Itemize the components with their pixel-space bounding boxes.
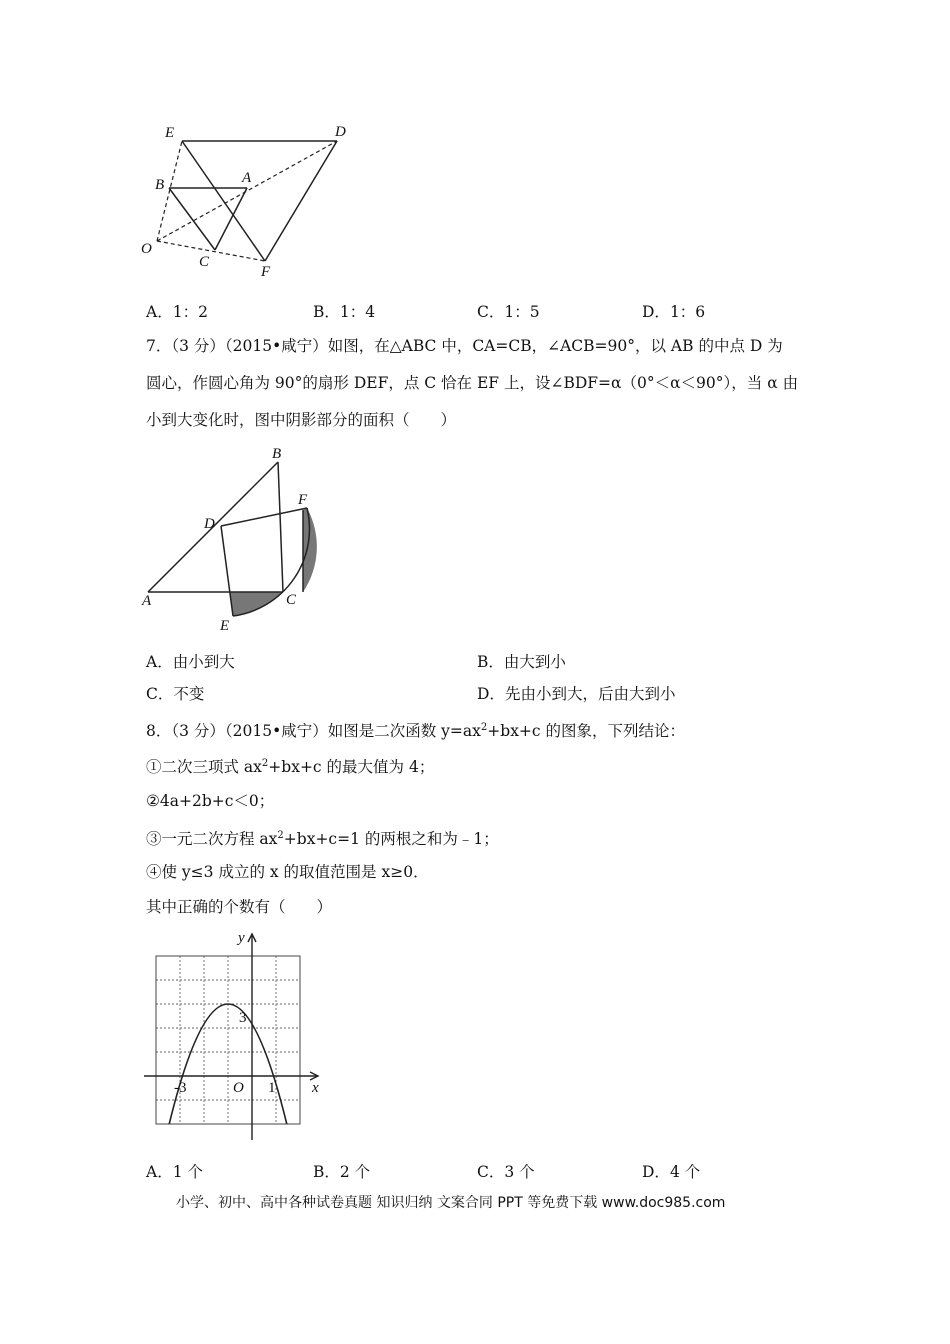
tick-label-3: 3 [239,1010,247,1026]
segment-BC [278,462,283,592]
segment-EF [182,141,265,261]
q7-text-line1: 7．（3 分）（2015•咸宁）如图，在△ABC 中，CA=CB，∠ACB=90°，以 AB 的中点 D 为 [146,337,783,355]
q8-graph [140,926,330,1146]
label-E: E [165,125,175,141]
q8-option-d: D．4 个 [642,1163,701,1181]
x-axis-label: x [312,1080,319,1096]
q8-text-line1: 8．（3 分）（2015•咸宁）如图是二次函数 $y=ax^2+bx+c$ 的图象，下列结论： [146,722,686,741]
origin-label: O [233,1080,244,1096]
label-D: D [204,516,215,532]
tick-label-neg3: -3 [174,1080,187,1096]
dashed-OD [157,141,337,241]
segment-DE [221,526,233,616]
q8-statement-3: ③一元二次方程 $ax^2+bx+c=1$ 的两根之和为﹣1； [146,830,499,849]
page-footer: 小学、初中、高中各种试卷真题 知识归纳 文案合同 PPT 等免费下载 www.doc985.com [176,1195,726,1211]
label-D: D [335,124,346,140]
grid [156,956,300,1124]
q6-option-b: B．1：4 [313,303,376,321]
label-E: E [220,618,230,634]
q8-option-a: A．1 个 [146,1163,203,1181]
q7-option-d: D．先由小到大，后由大到小 [477,685,676,703]
q6-option-a: A．1：2 [146,303,208,321]
q8-statement-2: ②4a+2b+c＜0； [146,792,275,810]
q8-question: 其中正确的个数有（ ） [146,898,333,916]
segment-DF [265,141,337,261]
q8-option-b: B．2 个 [313,1163,371,1181]
tick-label-1: 1 [268,1080,276,1096]
q6-option-d: D．1：6 [642,303,706,321]
shaded-region-bottom [230,592,283,616]
q7-option-c: C．不变 [146,685,205,703]
q7-text-line3: 小到大变化时，图中阴影部分的面积（ ） [146,411,457,429]
y-axis-label: y [238,930,245,946]
segment-AC [215,188,247,250]
q6-option-c: C．1：5 [477,303,540,321]
label-B: B [272,446,282,462]
shaded-region-right [303,508,317,592]
label-F: F [261,264,271,280]
segment-DF [221,508,307,526]
label-C: C [286,592,297,608]
q7-option-a: A．由小到大 [146,653,235,671]
q8-statement-1: ①二次三项式 $ax^2+bx+c$ 的最大值为 4； [146,758,435,777]
q8-statement-4: ④使 y≤3 成立的 x 的取值范围是 x≥0． [146,863,429,881]
label-C: C [199,254,210,270]
label-A: A [242,170,252,186]
label-F: F [298,492,308,508]
segment-BC [169,188,215,250]
label-A: A [142,593,152,609]
q7-text-line2: 圆心，作圆心角为 90°的扇形 DEF，点 C 恰在 EF 上，设∠BDF=α（0°＜α＜90°），当 α 由 [146,374,799,392]
label-O: O [141,241,152,257]
q6-figure [135,118,365,283]
label-B: B [155,177,165,193]
q8-option-c: C．3 个 [477,1163,535,1181]
q7-option-b: B．由大到小 [477,653,566,671]
q7-figure [138,442,328,637]
